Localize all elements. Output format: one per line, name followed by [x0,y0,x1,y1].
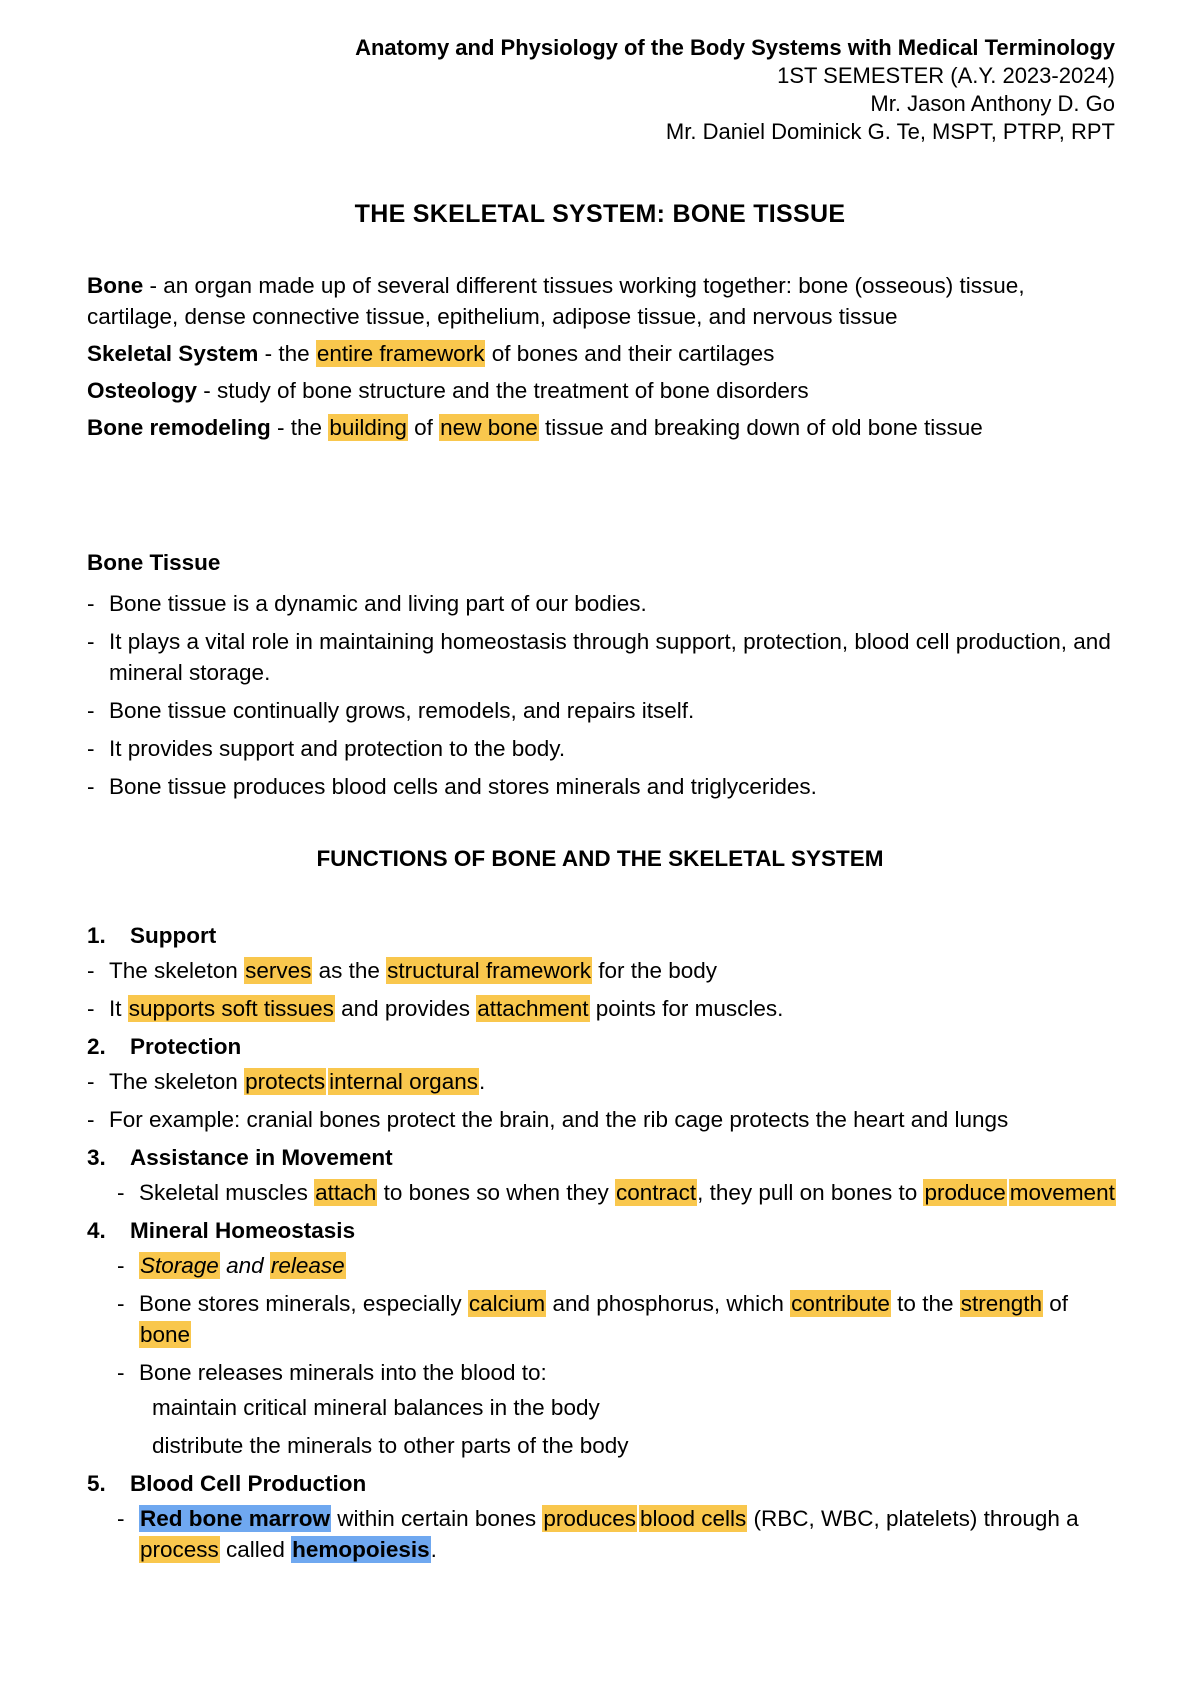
function-title: Assistance in Movement [130,1145,393,1170]
text-span: . [430,1537,437,1562]
bone-tissue-heading: Bone Tissue [87,550,221,575]
sub-item: distribute the minerals to other parts of the body [152,1433,629,1458]
highlight: building [329,415,407,440]
highlight: calcium [468,1291,546,1316]
text-span: tissue and breaking down of old bone tissue [538,415,983,440]
highlight: movement [1009,1180,1115,1205]
def-osteology [87,375,1117,406]
list-item: - It plays a vital role in maintaining homeostasis through support, protection, blood cell production, and mineral storage. [87,626,1117,688]
function-support [87,920,1117,1024]
highlight: entire framework [316,341,485,366]
function-number: 2. [87,1034,106,1059]
text-span: Bone stores minerals, especially [139,1291,468,1316]
highlight: blood cells [639,1506,747,1531]
bone-tissue-section [87,588,1117,809]
text-span: as the [312,958,387,983]
blood-items [117,1503,1117,1565]
term-bone-remodeling: Bone remodeling [87,415,271,440]
def-bone [87,270,1117,332]
text-span: to the [890,1291,960,1316]
highlight: protects [245,1069,326,1094]
text-span: within certain bones [331,1506,543,1531]
text-span: The skeleton [109,1069,245,1094]
function-number: 1. [87,923,106,948]
list-item [87,993,1117,1024]
sub-item: maintain critical mineral balances in the body [152,1395,600,1420]
list-item [87,955,1117,986]
highlight: produces [543,1506,636,1531]
function-number: 3. [87,1145,106,1170]
highlight: contribute [791,1291,890,1316]
function-title: Protection [130,1034,242,1059]
text-span: - the [258,341,316,366]
def-skeletal-system [87,338,1117,369]
text-span: Skeletal muscles [139,1180,315,1205]
text-span: points for muscles. [589,996,784,1021]
list-item: - For example: cranial bones protect the brain, and the rib cage protects the heart and lungs [87,1104,1117,1135]
highlight: new bone [440,415,538,440]
text-span: - the [270,415,329,440]
list-item [117,1177,1117,1208]
list-item [117,1503,1117,1565]
text-span: of [1043,1291,1069,1316]
functions-list [87,920,1117,1572]
highlight-blue: Red bone marrow [140,1506,331,1531]
def-bone-text: - an organ made up of several different tissues working together: bone (osseous) tissue, cartilage, dense connective tissue, epithelium, adipose tissue, and nervous tissue [87,273,1025,329]
list-item [87,1066,1117,1097]
def-bone-remodeling [87,412,1117,443]
highlight: contract [616,1180,697,1205]
text-span: and [219,1253,270,1278]
function-number: 5. [87,1471,106,1496]
list-item: - Bone tissue continually grows, remodels, and repairs itself. [87,695,1117,726]
function-heading [87,1468,1117,1499]
function-title: Mineral Homeostasis [130,1218,356,1243]
page-title: THE SKELETAL SYSTEM: BONE TISSUE [354,200,846,228]
highlight: serves [245,958,312,983]
semester-line: 1ST SEMESTER (A.Y. 2023-2024) [777,63,1115,88]
text-span: for the body [591,958,718,983]
highlight: attachment [477,996,589,1021]
bone-tissue-list [87,588,1117,802]
highlight: Storage [140,1253,219,1278]
function-title: Support [130,923,217,948]
function-heading [87,1142,1117,1173]
list-item: - Bone tissue produces blood cells and stores minerals and triglycerides. [87,771,1117,802]
highlight: strength [960,1291,1043,1316]
definitions [87,270,1117,449]
text-span: of bones and their cartilages [485,341,775,366]
text-span: of [407,415,440,440]
highlight-blue: hemopoiesis [292,1537,430,1562]
text-span: - study of bone structure and the treatment of bone disorders [197,378,809,403]
instructor-1: Mr. Jason Anthony D. Go [870,91,1115,116]
highlight: attach [315,1180,377,1205]
list-item [117,1250,1117,1281]
protection-items [87,1066,1117,1135]
highlight: structural framework [387,958,591,983]
function-protection [87,1031,1117,1135]
function-number: 4. [87,1218,106,1243]
text-span: The skeleton [109,958,245,983]
text-span: , they pull on bones to [697,1180,924,1205]
text-span: called [219,1537,292,1562]
function-heading [87,1031,1117,1062]
functions-title: FUNCTIONS OF BONE AND THE SKELETAL SYSTEM [316,846,884,871]
highlight: produce [924,1180,1006,1205]
highlight: release [270,1253,345,1278]
highlight: supports soft tissues [128,996,334,1021]
function-movement [87,1142,1117,1208]
text-span: and provides [334,996,477,1021]
term-bone: Bone [87,273,144,298]
text-span: It [109,996,128,1021]
highlight: bone [140,1322,191,1347]
support-items [87,955,1117,1024]
text-span: . [478,1069,486,1094]
function-heading [87,1215,1117,1246]
list-item: - Bone tissue is a dynamic and living part of our bodies. [87,588,1117,619]
term-skeletal-system: Skeletal System [87,341,259,366]
movement-items [117,1177,1117,1208]
mineral-items [117,1250,1117,1388]
page-header [355,34,1115,146]
course-title: Anatomy and Physiology of the Body Systems with Medical Terminology [355,35,1115,60]
text-span: and phosphorus, which [546,1291,791,1316]
function-blood-cell-production [87,1468,1117,1565]
highlight: process [140,1537,219,1562]
function-mineral-homeostasis [87,1215,1117,1461]
text-span: to bones so when they [377,1180,616,1205]
function-title: Blood Cell Production [130,1471,367,1496]
list-item [117,1288,1117,1350]
list-item: - It provides support and protection to the body. [87,733,1117,764]
function-heading [87,920,1117,951]
term-osteology: Osteology [87,378,198,403]
instructor-2: Mr. Daniel Dominick G. Te, MSPT, PTRP, RPT [665,119,1115,144]
text-span: (RBC, WBC, platelets) through a [747,1506,1079,1531]
list-item: - Bone releases minerals into the blood to: [117,1357,1117,1388]
highlight: internal organs [329,1069,478,1094]
